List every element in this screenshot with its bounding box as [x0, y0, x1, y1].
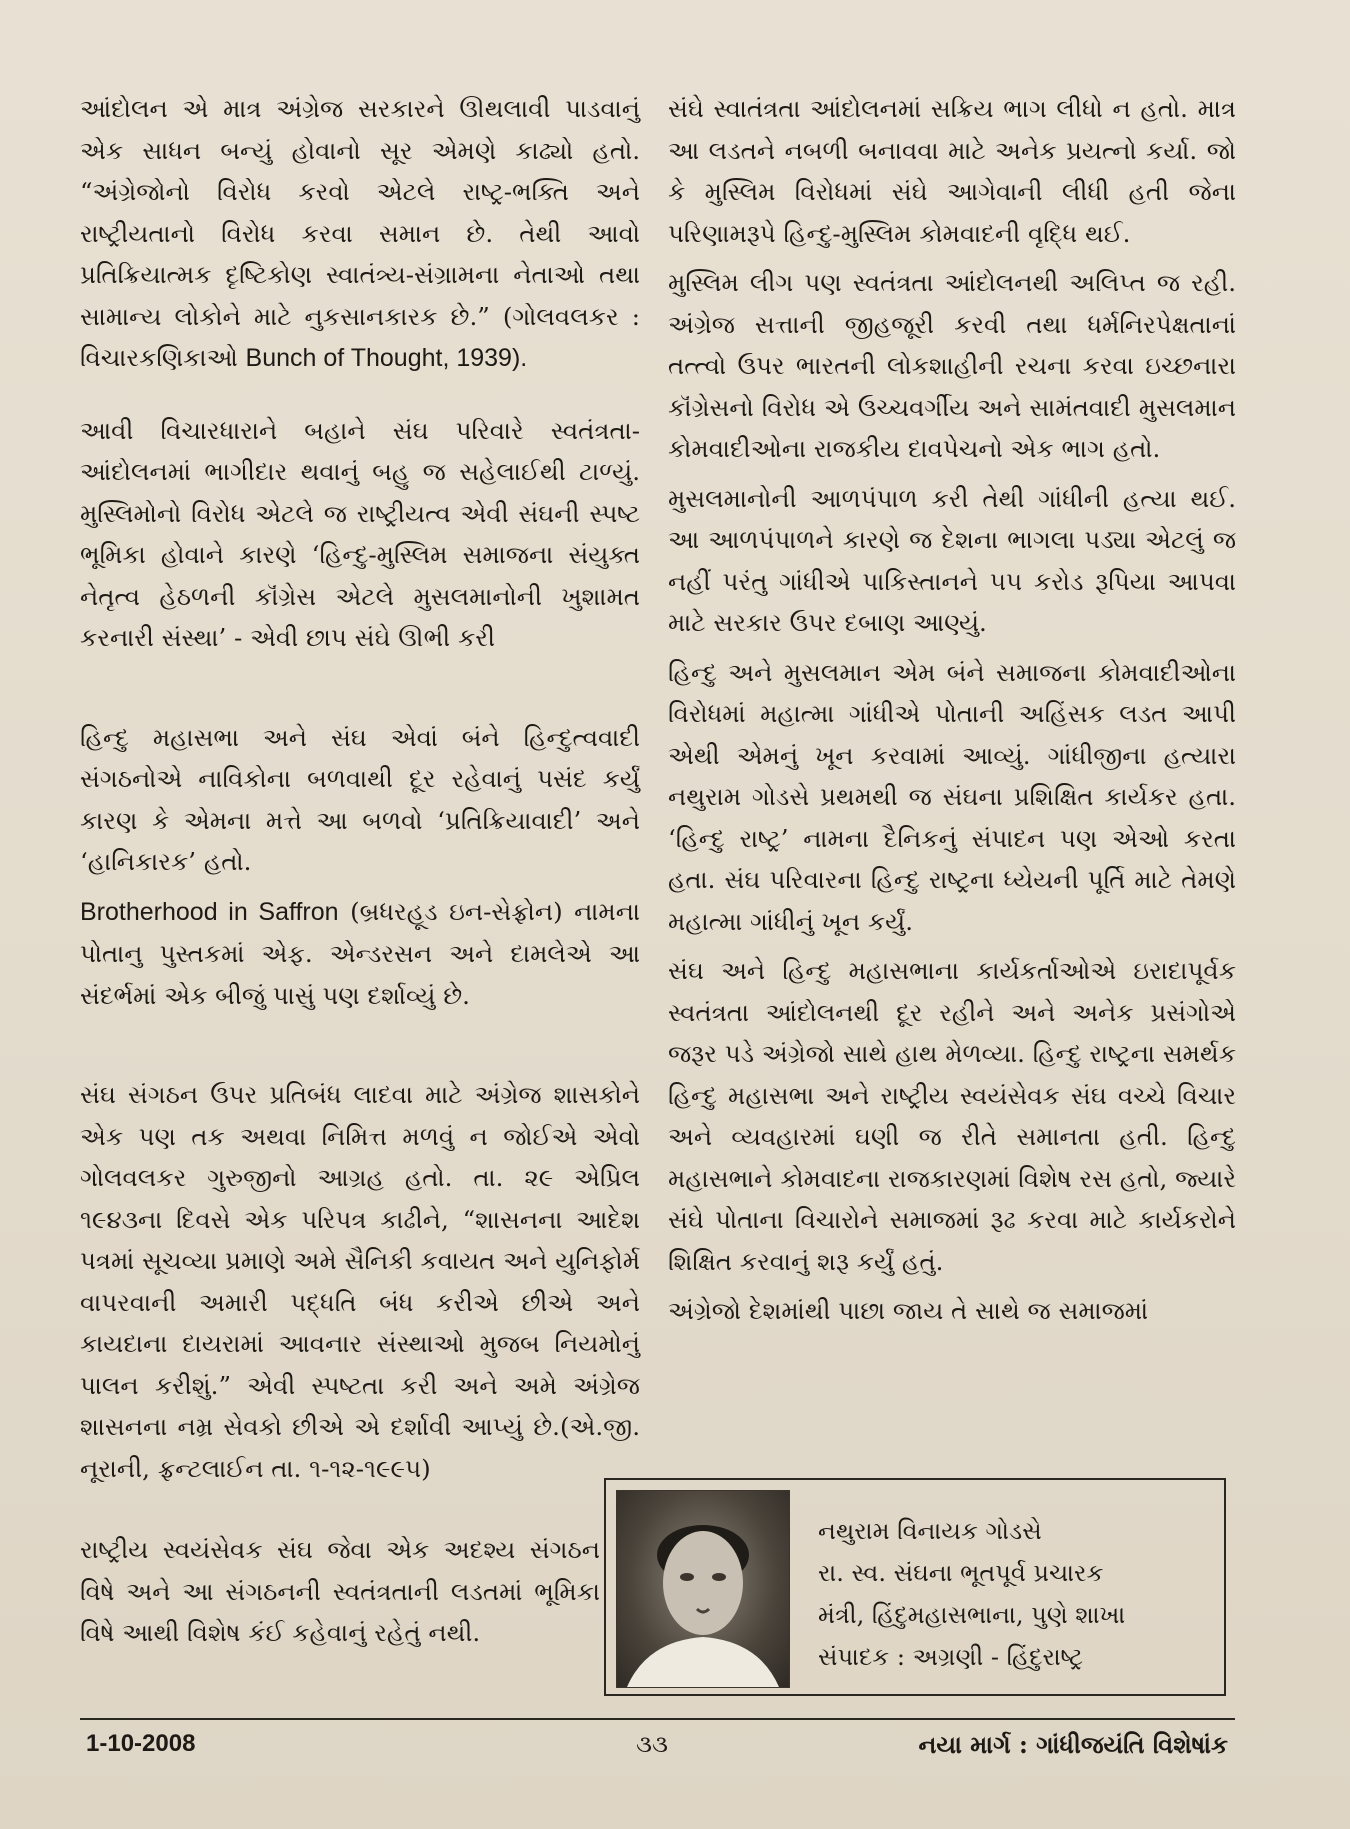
- caption-line: મંત્રી, હિંદુમહાસભાના, પુણે શાખા: [818, 1601, 1126, 1629]
- paragraph: સંઘ સંગઠન ઉપર પ્રતિબંધ લાદવા માટે અંગ્રેજ શાસકોને એક પણ તક અથવા નિમિત્ત મળવું ન જોઈએ એવો ગોલવલકર ગુરુજીનો આગ્રહ હતો. તા. ૨૯ એપ્રિલ ૧૯૪૩ના દિવસે એક પરિપત્ર કાઢીને, “શાસનના આદેશ પત્રમાં સૂચવ્યા પ્રમાણે અમે સૈનિકી કવાયત અને યુનિફોર્મ વાપરવાની અમારી પદ્ધતિ બંધ કરીએ છીએ અને કાયદાના દાયરામાં આવનાર સંસ્થાઓ મુજબ નિયમોનું પાલન કરીશું.” એવી સ્પષ્ટતા કરી અને અમે અંગ્રેજ શાસનના નમ્ર સેવકો છીએ એ દર્શાવી આપ્યું છે.(એ.જી. નૂરાની, ફ્રન્ટલાઈન તા. ૧-૧૨-૧૯૯૫): [80, 1080, 640, 1483]
- book-title-latin: Brotherhood in Saffron: [80, 897, 339, 926]
- paragraph: સંઘે સ્વાતંત્રતા આંદોલનમાં સક્રિય ભાગ લીધો ન હતો. માત્ર આ લડતને નબળી બનાવવા માટે અનેક પ્રયત્નો કર્યા. જો કે મુસ્લિમ વિરોધમાં સંઘે આગેવાની લીધી હતી જેના પરિણામરૂપે હિન્દુ-મુસ્લિમ કોમવાદની વૃદ્ધિ થઈ.: [668, 94, 1236, 248]
- caption-line: સંપાદક : અગ્રણી - હિંદુરાષ્ટ્ર: [818, 1643, 1083, 1671]
- book-title-latin: Bunch of Thought, 1939).: [245, 344, 528, 372]
- portrait-photo: [616, 1490, 790, 1688]
- right-column: [668, 88, 1236, 1340]
- paragraph: સંઘ અને હિન્દુ મહાસભાના કાર્યકર્તાઓએ ઇરાદાપૂર્વક સ્વતંત્રતા આંદોલનથી દૂર રહીને અને અનેક પ્રસંગોએ જરૂર પડે અંગ્રેજો સાથે હાથ મેળવ્યા. હિન્દુ રાષ્ટ્રના સમર્થક હિન્દુ મહાસભા અને રાષ્ટ્રીય સ્વયંસેવક સંઘ વચ્ચે વિચાર અને વ્યવહારમાં ઘણી જ રીતે સમાનતા હતી. હિન્દુ મહાસભાને કોમવાદના રાજકારણમાં વિશેષ રસ હતો, જ્યારે સંઘે પોતાના વિચારોને સમાજમાં રૂઢ કરવા માટે કાર્યકરોને શિક્ષિત કરવાનું શરૂ કર્યું હતું.: [668, 956, 1236, 1276]
- issue-date: 1-10-2008: [86, 1730, 196, 1757]
- left-column: [80, 88, 640, 1684]
- paragraph: આવી વિચારધારાને બહાને સંઘ પરિવારે સ્વતંત્રતા-આંદોલનમાં ભાગીદાર થવાનું બહુ જ સહેલાઈથી ટાળ્યું. મુસ્લિમોનો વિરોધ એટલે જ રાષ્ટ્રીયત્વ એવી સંઘની સ્પષ્ટ ભૂમિકા હોવાને કારણે ‘હિન્દુ-મુસ્લિમ સમાજના સંયુક્ત નેતૃત્વ હેઠળની કૉંગ્રેસ એટલે મુસલમાનોની ખુશામત કરનારી સંસ્થા’ - એવી છાપ સંઘે ઊભી કરી: [80, 415, 640, 652]
- caption-name: નથુરામ વિનાયક ગોડસે: [818, 1517, 1042, 1545]
- portrait-figure: [617, 1491, 789, 1687]
- caption-line: રા. સ્વ. સંઘના ભૂતપૂર્વ પ્રચારક: [818, 1559, 1104, 1587]
- footer-divider: [80, 1718, 1235, 1720]
- paragraph-text: (બ્રધરહૂડ ઇન-સેફ્રોન) નામના પોતાનુ પુસ્તકમાં એફ. એન્ડરસન અને દામલેએ આ સંદર્ભમાં એક બીજું પાસું પણ દર્શાવ્યું છે.: [80, 896, 640, 1010]
- portrait-caption: [818, 1510, 1125, 1678]
- paragraph: અંગ્રેજો દેશમાંથી પાછા જાય તે સાથે જ સમાજમાં: [668, 1296, 1149, 1325]
- paragraph: હિન્દુ અને મુસલમાન એમ બંને સમાજના કોમવાદીઓના વિરોધમાં મહાત્મા ગાંધીએ પોતાની અહિંસક લડત આપી એથી એમનું ખૂન કરવામાં આવ્યું. ગાંધીજીના હત્યારા નથુરામ ગોડસે પ્રથમથી જ સંઘના પ્રશિક્ષિત કાર્યકર હતા. ‘હિન્દુ રાષ્ટ્ર’ નામના દૈનિકનું સંપાદન પણ એઓ કરતા હતા. સંઘ પરિવારના હિન્દુ રાષ્ટ્રના ધ્યેયની પૂર્તિ માટે તેમણે મહાત્મા ગાંધીનું ખૂન કર્યું.: [668, 657, 1236, 936]
- paragraph: [80, 891, 640, 1017]
- paragraph: મુસ્લિમ લીગ પણ સ્વતંત્રતા આંદોલનથી અલિપ્ત જ રહી. અંગ્રેજ સત્તાની જીહજૂરી કરવી તથા ધર્મનિરપેક્ષતાનાં તત્ત્વો ઉપર ભારતની લોકશાહીની રચના કરવા ઇચ્છનારા કૉંગ્રેસનો વિરોધ એ ઉચ્ચવર્ગીય અને સામંતવાદી મુસલમાન કોમવાદીઓના રાજકીય દાવપેચનો એક ભાગ હતો.: [668, 268, 1236, 463]
- magazine-title: નયા માર્ગ : ગાંધીજયંતિ વિશેષાંક: [918, 1730, 1228, 1759]
- paragraph-text: આંદોલન એ માત્ર અંગ્રેજ સરકારને ઊથલાવી પાડવાનું એક સાધન બન્યું હોવાનો સૂર એમણે કાઢ્યો હતો. “અંગ્રેજોનો વિરોધ કરવો એટલે રાષ્ટ્ર-ભક્તિ અને રાષ્ટ્રીયતાનો વિરોધ કરવા સમાન છે. તેથી આવો પ્રતિક્રિયાત્મક દૃષ્ટિકોણ સ્વાતંત્ર્ય-સંગ્રામના નેતાઓ તથા સામાન્ય લોકોને માટે નુકસાનકારક છે.” (ગોલવલકર : વિચારકણિકાઓ: [80, 94, 640, 372]
- paragraph: મુસલમાનોની આળપંપાળ કરી તેથી ગાંધીની હત્યા થઈ. આ આળપંપાળને કારણે જ દેશના ભાગલા પડ્યા એટલું જ નહીં પરંતુ ગાંધીએ પાકિસ્તાનને ૫૫ કરોડ રૂપિયા આપવા માટે સરકાર ઉપર દબાણ આણ્યું.: [668, 483, 1236, 637]
- portrait-box: [604, 1478, 1226, 1696]
- paragraph: રાષ્ટ્રીય સ્વયંસેવક સંઘ જેવા એક અદશ્ય સંગઠન વિષે અને આ સંગઠનની સ્વતંત્રતાની લડતમાં ભૂમિકા વિષે આથી વિશેષ કંઈ કહેવાનું રહેતું નથી.: [80, 1535, 600, 1647]
- paragraph: હિન્દુ મહાસભા અને સંઘ એવાં બંને હિન્દુત્વવાદી સંગઠનોએ નાવિકોના બળવાથી દૂર રહેવાનું પસંદ કર્યું કારણ કે એમના મત્તે આ બળવો ‘પ્રતિક્રિયાવાદી’ અને ‘હાનિકારક’ હતો.: [80, 722, 640, 876]
- page-number: ૩૩: [636, 1730, 668, 1758]
- paragraph: [80, 88, 640, 380]
